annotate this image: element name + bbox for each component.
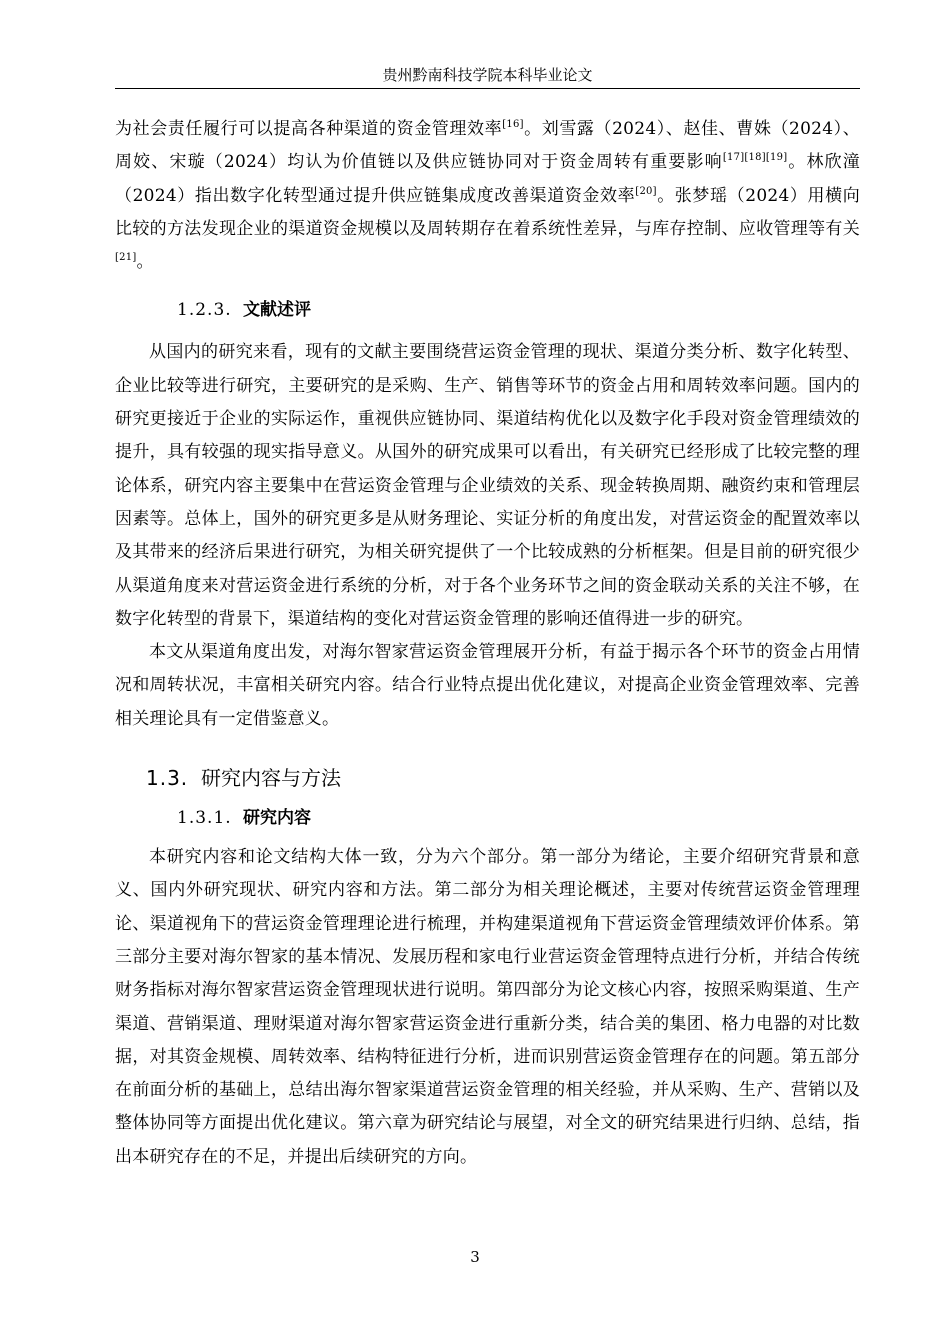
text-run: 。 xyxy=(136,252,154,273)
section-title: 文献述评 xyxy=(243,300,311,321)
citation-ref: [21] xyxy=(115,252,137,264)
page-footer xyxy=(0,1248,950,1266)
section-title: 研究内容与方法 xyxy=(201,766,341,791)
paragraph-references xyxy=(115,113,860,279)
section-number: 1.2.3. xyxy=(177,300,232,321)
text-run: 。张梦瑶（2024）用横向比较的方法发现企业的渠道资金规模以及周转期存在着系统性差异，与库存控制、应收管理等有关 xyxy=(115,185,861,239)
paragraph-review-2: 本文从渠道角度出发，对海尔智家营运资金管理展开分析，有益于揭示各个环节的资金占用情况和周转状况，丰富相关研究内容。结合行业特点提出优化建议，对提高企业资金管理效率、完善相关理论具有一定借鉴意义。 xyxy=(115,642,860,729)
page-content xyxy=(115,113,860,1174)
section-title: 研究内容 xyxy=(243,808,311,829)
paragraph-research-content: 本研究内容和论文结构大体一致，分为六个部分。第一部分为绪论，主要介绍研究背景和意义、国内外研究现状、研究内容和方法。第二部分为相关理论概述，主要对传统营运资金管理理论、渠道视角下的营运资金管理理论进行梳理，并构建渠道视角下营运资金管理绩效评价体系。第三部分主要对海尔智家的基本情况、发展历程和家电行业营运资金管理特点进行分析，并结合传统财务指标对海尔智家营运资金管理现状进行说明。第四部分为论文核心内容，按照采购渠道、生产渠道、营销渠道、理财渠道对海尔智家营运资金进行重新分类，结合美的集团、格力电器的对比数据，对其资金规模、周转效率、结构特征进行分析，进而识别营运资金管理存在的问题。第五部分在前面分析的基础上，总结出海尔智家渠道营运资金管理的相关经验，并从采购、生产、营销以及整体协同等方面提出优化建议。第六章为研究结论与展望，对全文的研究结果进行归纳、总结，指出本研究存在的不足，并提出后续研究的方向。 xyxy=(115,847,860,1167)
text-run: 。林欣潼（2024）指出数字化转型通过提升供应链集成度改善渠道资金效率 xyxy=(115,152,861,206)
paragraph-review: 从国内的研究来看，现有的文献主要围绕营运资金管理的现状、渠道分类分析、数字化转型、企业比较等进行研究，主要研究的是采购、生产、销售等环节的资金占用和周转效率问题。国内的研究更接近于企业的实际运作，重视供应链协同、渠道结构优化以及数字化手段对资金管理绩效的提升，具有较强的现实指导意义。从国外的研究成果可以看出，有关研究已经形成了比较完整的理论体系，研究内容主要集中在营运资金管理与企业绩效的关系、现金转换周期、融资约束和管理层因素等。总体上，国外的研究更多是从财务理论、实证分析的角度出发，对营运资金的配置效率以及其带来的经济后果进行研究，为相关研究提供了一个比较成熟的分析框架。但是目前的研究很少从渠道角度来对营运资金进行系统的分析，对于各个业务环节之间的资金联动关系的关注不够，在数字化转型的背景下，渠道结构的变化对营运资金管理的影响还值得进一步的研究。 xyxy=(115,342,860,629)
text-run: 。刘雪露（2024）、赵佳、曹姝（2024）、周姣、宋璇（2024）均认为价值链以及供应链协同对于资金周转有重要影响 xyxy=(115,119,861,173)
heading-1-2-3 xyxy=(115,298,860,322)
section-number: 1.3. xyxy=(146,766,189,791)
text-run: 为社会责任履行可以提高各种渠道的资金管理效率 xyxy=(115,119,503,139)
heading-1-3 xyxy=(115,764,860,792)
page-header xyxy=(115,66,860,89)
citation-ref: [16] xyxy=(502,119,524,130)
citation-ref: [17][18][19] xyxy=(722,152,788,164)
header-title: 贵州黔南科技学院本科毕业论文 xyxy=(382,66,593,84)
page-number: 3 xyxy=(470,1248,480,1266)
citation-ref: [20] xyxy=(635,185,657,197)
heading-1-3-1 xyxy=(115,806,860,830)
section-number: 1.3.1. xyxy=(177,808,232,829)
